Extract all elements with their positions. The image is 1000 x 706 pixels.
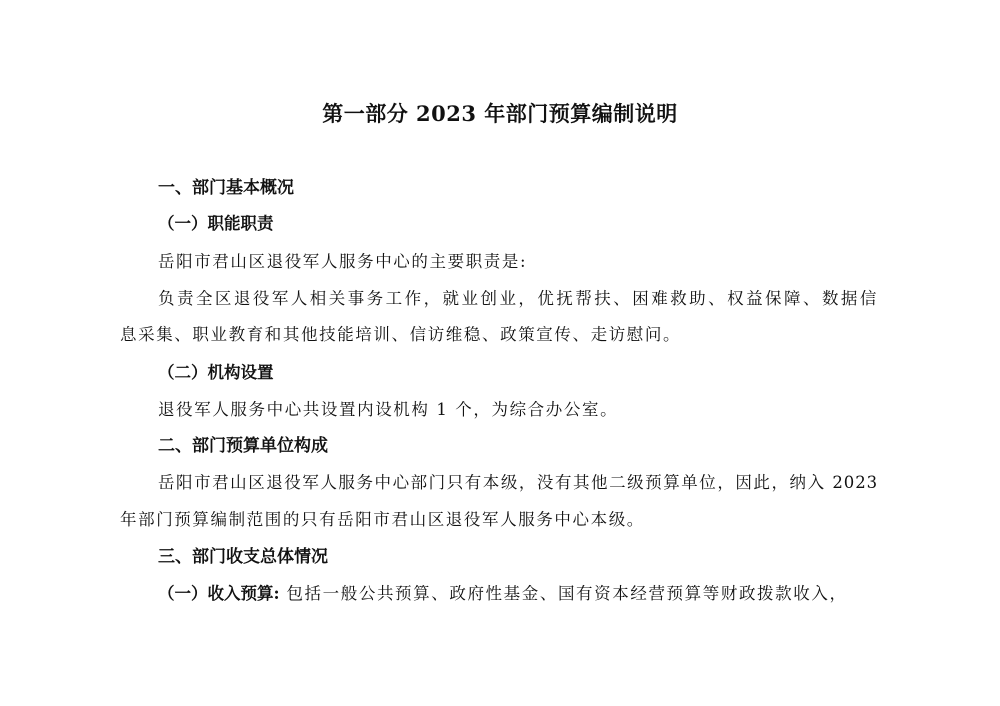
paragraph-duties-intro: 岳阳市君山区退役军人服务中心的主要职责是: (158, 252, 528, 271)
income-budget-label: （一）收入预算: (158, 584, 280, 603)
section-heading-2: 二、部门预算单位构成 (158, 436, 328, 456)
paragraph-units-line-1: 岳阳市君山区退役军人服务中心部门只有本级，没有其他二级预算单位，因此，纳入 2023 (158, 473, 878, 492)
paragraph-duties-line-1: 负责全区退役军人相关事务工作，就业创业，优抚帮扶、困难救助、权益保障、数据信 (158, 289, 878, 308)
section-heading-3: 三、部门收支总体情况 (158, 547, 328, 567)
document-title: 第一部分 2023 年部门预算编制说明 (322, 101, 678, 126)
subsection-heading-1-2: （二）机构设置 (158, 363, 274, 382)
subsection-heading-1-1: （一）职能职责 (158, 214, 274, 233)
paragraph-institution: 退役军人服务中心共设置内设机构 1 个，为综合办公室。 (158, 400, 619, 419)
paragraph-duties-line-2: 息采集、职业教育和其他技能培训、信访维稳、政策宣传、走访慰问。 (120, 325, 682, 344)
paragraph-income-budget (158, 582, 848, 606)
paragraph-units-line-2: 年部门预算编制范围的只有岳阳市君山区退役军人服务中心本级。 (120, 510, 645, 529)
income-budget-text: 包括一般公共预算、政府性基金、国有资本经营预算等财政拨款收入， (279, 584, 848, 603)
section-heading-1: 一、部门基本概况 (158, 178, 294, 198)
